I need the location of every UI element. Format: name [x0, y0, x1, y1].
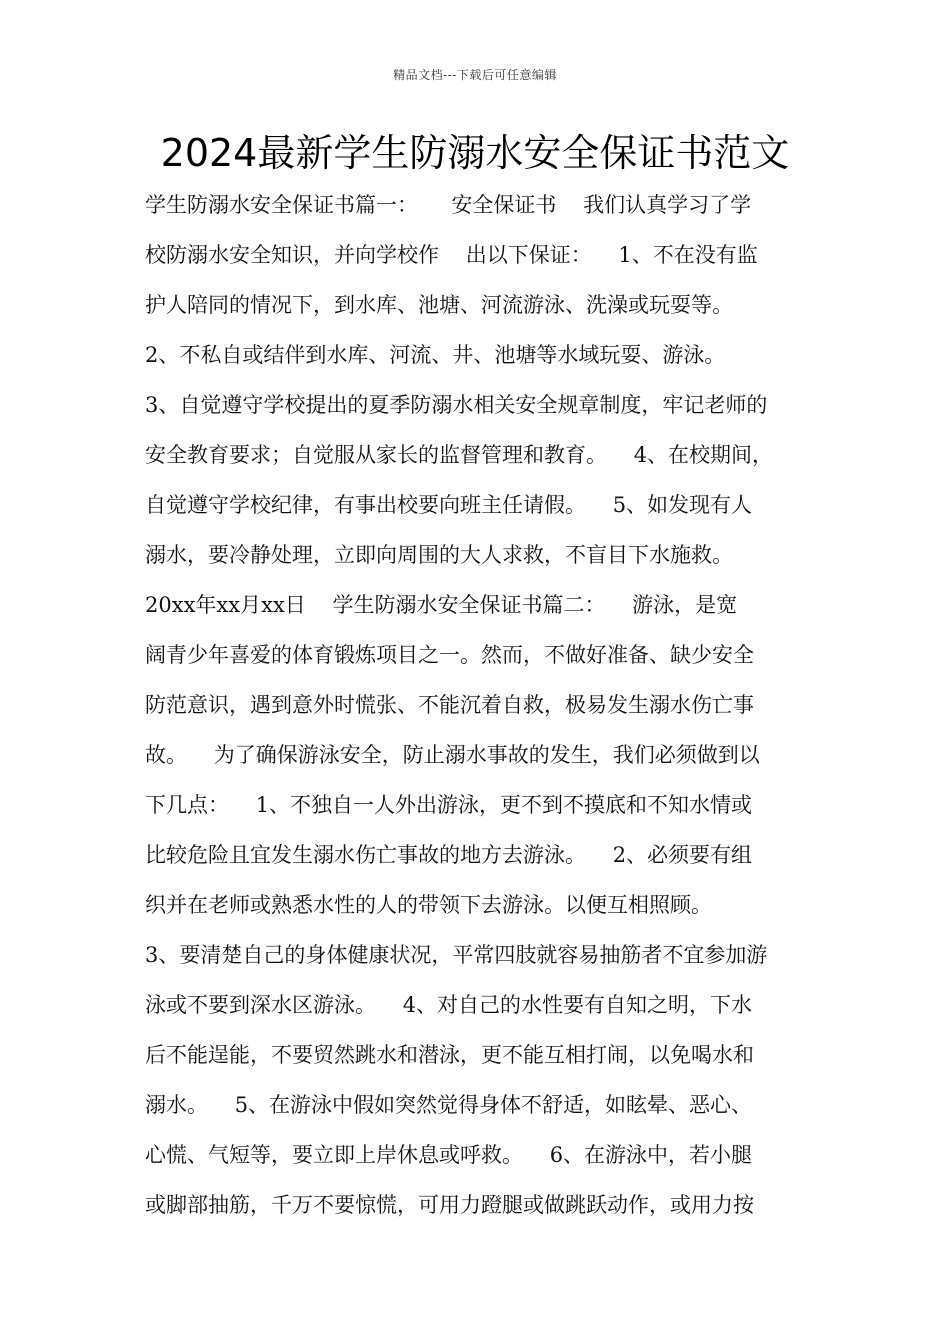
body-line: 溺水，要冷静处理，立即向周围的大人求救，不盲目下水施救。 — [145, 543, 733, 567]
body-line: 心慌、气短等，要立即上岸休息或呼救。 6、在游泳中，若小腿 — [145, 1143, 753, 1167]
body-line: 学生防溺水安全保证书篇一： 安全保证书 我们认真学习了学 — [145, 193, 752, 217]
body-line: 故。 为了确保游泳安全，防止溺水事故的发生，我们必须做到以 — [145, 743, 760, 767]
body-line: 下几点： 1、不独自一人外出游泳，更不到不摸底和不知水情或 — [145, 793, 753, 817]
page-header: 精品文档---下载后可任意编辑 — [393, 68, 557, 82]
body-line: 溺水。 5、在游泳中假如突然觉得身体不舒适，如眩晕、恶心、 — [145, 1093, 753, 1117]
body-line: 自觉遵守学校纪律，有事出校要向班主任请假。 5、如发现有人 — [145, 493, 753, 517]
body-line: 20xx年xx月xx日 学生防溺水安全保证书篇二： 游泳，是宽 — [145, 593, 738, 617]
body-line: 3、要清楚自己的身体健康状况，平常四肢就容易抽筋者不宜参加游 — [145, 943, 768, 967]
body-line: 后不能逞能，不要贸然跳水和潜泳，更不能互相打闹，以免喝水和 — [145, 1043, 754, 1067]
body-line: 泳或不要到深水区游泳。 4、对自己的水性要有自知之明，下水 — [145, 993, 753, 1017]
body-line: 校防溺水安全知识，并向学校作 出以下保证： 1、不在没有监 — [145, 243, 758, 267]
body-line: 或脚部抽筋，千万不要惊慌，可用力蹬腿或做跳跃动作，或用力按 — [145, 1193, 754, 1217]
body-line: 织并在老师或熟悉水性的人的带领下去游泳。以便互相照顾。 — [145, 893, 712, 917]
body-line: 3、自觉遵守学校提出的夏季防溺水相关安全规章制度，牢记老师的 — [145, 393, 768, 417]
body-line: 阔青少年喜爱的体育锻炼项目之一。然而，不做好准备、缺少安全 — [145, 643, 754, 667]
body-line: 护人陪同的情况下，到水库、池塘、河流游泳、洗澡或玩耍等。 — [145, 293, 733, 317]
body-line: 2、不私自或结伴到水库、河流、井、池塘等水域玩耍、游泳。 — [145, 343, 726, 367]
body-line: 比较危险且宜发生溺水伤亡事故的地方去游泳。 2、必须要有组 — [145, 843, 753, 867]
document-title: 2024最新学生防溺水安全保证书范文 — [160, 131, 790, 175]
document-body — [145, 180, 825, 1230]
body-line: 安全教育要求；自觉服从家长的监督管理和教育。 4、在校期间， — [145, 443, 774, 467]
body-line: 防范意识，遇到意外时慌张、不能沉着自救，极易发生溺水伤亡事 — [145, 693, 754, 717]
